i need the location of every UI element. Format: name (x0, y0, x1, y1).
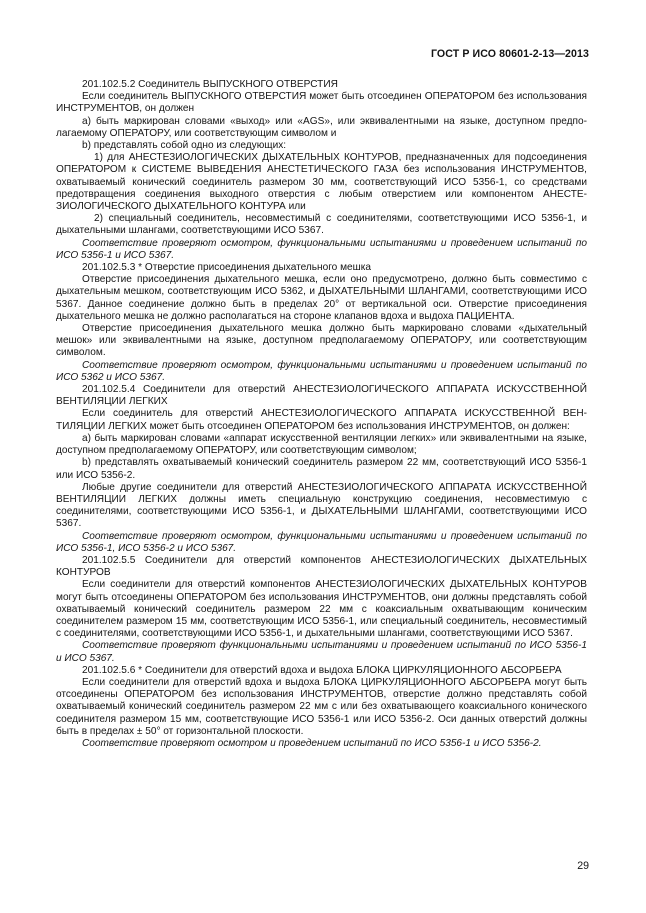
paragraph: Если соединитель ВЫПУСКНОГО ОТВЕРСТИЯ может быть отсоединен ОПЕРАТОРОМ без использования ИНСТРУМЕНТОВ, он должен (56, 91, 587, 115)
compliance-note: Соответствие проверяют функциональными испытаниями и проведением испытаний по ИСО 5356-1 и ИСО 5367. (56, 640, 587, 664)
compliance-note: Соответствие проверяют осмотром, функциональными испытаниями и проведением испытаний по ИСО 5356-1 и ИСО 5367. (56, 237, 587, 261)
list-item: b) представлять охватываемый конический соединитель размером 22 мм, соответствующий ИСО 5356-1 или ИСО 5356-2. (56, 457, 587, 481)
page-number: 29 (577, 860, 589, 872)
section-heading: 201.102.5.4 Соединители для отверстий АНЕСТЕЗИОЛОГИЧЕСКОГО АППАРАТА ИСКУССТВЕННОЙ ВЕНТИЛЯЦИИ ЛЕГКИХ (56, 384, 587, 408)
paragraph: Отверстие присоединения дыхательного мешка должно быть маркировано словами «дыхательный мешок» или эквивалентными на языке, доступном предполагаемому ОПЕРАТОРУ, или соответствующим символом. (56, 323, 587, 359)
list-item: b) представлять собой одно из следующих: (82, 140, 287, 152)
paragraph: Если соединители для отверстий компонентов АНЕСТЕЗИОЛОГИЧЕСКИХ ДЫХАТЕЛЬНЫХ КОНТУРОВ могут быть отсоединены ОПЕРАТОРОМ без использования ИНСТРУМЕНТОВ, они должны представлять собой охватываемый конический соединитель размером 22 мм с коаксиальным охватывающим коническим соединителем размером 15 мм, соответствующим ИСО 5356-1, или специальный соединитель, несовместимый с соединителями, соответствующими ИСО 5356-1, и дыхательными шлангами, соответствующими ИСО 5367. (56, 579, 587, 640)
paragraph: Любые другие соединители для отверстий АНЕСТЕЗИОЛОГИЧЕСКОГО АППАРАТА ИСКУССТВЕННОЙ ВЕНТИЛЯЦИИ ЛЕГКИХ должны иметь специальную конструкцию соединения, несовместимую с соединителями, соответствующими ИСО 5356-1, и ДЫХАТЕЛЬНЫМИ ШЛАНГАМИ, соответствующими ИСО 5367. (56, 481, 587, 530)
compliance-note: Соответствие проверяют осмотром и проведением испытаний по ИСО 5356-1 и ИСО 5356-2. (82, 737, 542, 749)
paragraph: Если соединители для отверстий вдоха и выдоха БЛОКА ЦИРКУЛЯЦИОННОГО АБСОРБЕРА могут быть отсоединены ОПЕРАТОРОМ без использования ИНСТРУМЕНТОВ, отверстие должно представлять собой охватываемый конический соединитель размером 22 мм с или без охватывающего коаксиального конического соединителя размером 15 мм, соответствующие ИСО 5356-1 или ИСО 5356-2. Оси данных отверстий должны быть в пределах ± 50° от горизонтальной плоскости. (56, 676, 587, 737)
section-heading: 201.102.5.6 * Соединители для отверстий вдоха и выдоха БЛОКА ЦИРКУЛЯЦИОННОГО АБСОРБЕРА (82, 664, 562, 676)
paragraph: Отверстие присоединения дыхательного мешка, если оно предусмотрено, должно быть совместимо с дыхательным мешком, соответствующим ИСО 5362, и ДЫХАТЕЛЬНЫМИ ШЛАНГАМИ, соответствующими ИСО 5367. Данное соединение должно быть в пределах 20° от вертикальной оси. Отверстие присоединения дыхательного мешка не должно располагаться на стороне клапанов вдоха и выдоха ПАЦИЕНТА. (56, 274, 587, 322)
list-item: а) быть маркирован словами «выход» или «AGS», или эквивалентными на языке, доступном предполагаемому ОПЕРАТОРУ, или соответствующим символом и (56, 115, 587, 139)
section-heading: 201.102.5.5 Соединители для отверстий компонентов АНЕСТЕЗИОЛОГИЧЕСКИХ ДЫХАТЕЛЬНЫХ КОНТУРОВ (56, 554, 587, 579)
compliance-note: Соответствие проверяют осмотром, функциональными испытаниями и проведением испытаний по ИСО 5362 и ИСО 5367. (56, 359, 587, 383)
document-header: ГОСТ Р ИСО 80601-2-13—2013 (430, 48, 589, 60)
sub-list-item: 2) специальный соединитель, несовместимый с соединителями, соответствующими ИСО 5356-1, и дыхательными шлангами, соответствующими ИСО 5367. (56, 213, 587, 237)
section-heading: 201.102.5.2 Соединитель ВЫПУСКНОГО ОТВЕРСТИЯ (82, 79, 338, 90)
document-body (56, 79, 587, 750)
paragraph: Если соединитель для отверстий АНЕСТЕЗИОЛОГИЧЕСКОГО АППАРАТА ИСКУССТВЕННОЙ ВЕНТИЛЯЦИИ ЛЕГКИХ может быть отсоединен ОПЕРАТОРОМ без использования ИНСТРУМЕНТОВ, он должен: (56, 408, 587, 432)
section-heading: 201.102.5.3 * Отверстие присоединения дыхательного мешка (82, 262, 371, 274)
sub-list-item: 1) для АНЕСТЕЗИОЛОГИЧЕСКИХ ДЫХАТЕЛЬНЫХ КОНТУРОВ, предназначенных для подсоединения ОПЕРАТОРОМ к СИСТЕМЕ ВЫВЕДЕНИЯ АНЕСТЕТИЧЕСКОГО ГАЗА без использования ИНСТРУМЕНТОВ, охватываемый конический соединитель размером 30 мм, соответствующий ИСО 5356-1, со средствами предотвращения соединения выходного отверстия с любым отверстием или компонентом АНЕСТЕЗИОЛОГИЧЕСКОГО ДЫХАТЕЛЬНОГО КОНТУРА или (56, 152, 587, 213)
compliance-note: Соответствие проверяют осмотром, функциональными испытаниями и проведением испытаний по ИСО 5356-1, ИСО 5356-2 и ИСО 5367. (56, 530, 587, 554)
list-item: а) быть маркирован словами «аппарат искусственной вентиляции легких» или эквивалентными на языке, доступном предполагаемому ОПЕРАТОРУ, или соответствующим символом; (56, 432, 587, 457)
